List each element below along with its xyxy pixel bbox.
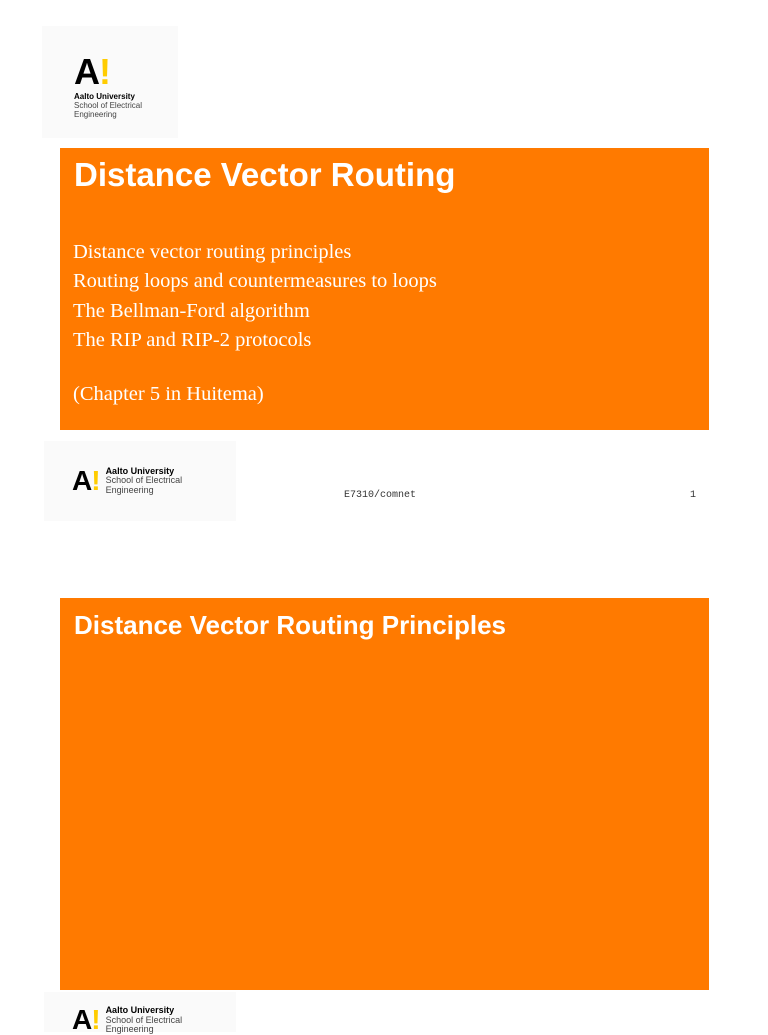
footer-page-number: 1 xyxy=(690,490,697,501)
footer-course-code: E7310/comnet xyxy=(344,490,417,501)
slide-1-topic-list xyxy=(73,238,437,355)
aalto-logo-text xyxy=(74,92,142,119)
aalto-logo-footer xyxy=(44,992,236,1035)
topic-item: Distance vector routing principles xyxy=(73,241,352,263)
slide-2-title: Distance Vector Routing Principles xyxy=(74,610,506,640)
logo-university-name: Aalto University xyxy=(74,92,135,101)
aalto-logo-mark: A! xyxy=(72,465,100,496)
chapter-note: (Chapter 5 in Huitema) xyxy=(73,383,264,405)
aalto-logo-mark: A! xyxy=(74,51,110,92)
aalto-logo-mark: A! xyxy=(72,1004,100,1035)
aalto-logo-footer xyxy=(44,441,236,521)
logo-school-line2: Engineering xyxy=(105,484,154,495)
logo-school-line1: School of Electrical xyxy=(74,101,143,110)
topic-item: The RIP and RIP-2 protocols xyxy=(73,328,312,351)
aalto-logo-text xyxy=(106,467,183,496)
logo-school-line2: Engineering xyxy=(105,1024,154,1034)
topic-item: The Bellman-Ford algorithm xyxy=(73,299,310,322)
slide-1-title: Distance Vector Routing xyxy=(74,156,456,193)
logo-school-line2: Engineering xyxy=(74,110,117,119)
logo-university-name: Aalto University xyxy=(105,465,175,476)
logo-school-line1: School of Electrical xyxy=(105,1014,183,1025)
aalto-logo-text xyxy=(106,1006,183,1035)
logo-university-name: Aalto University xyxy=(105,1005,175,1015)
slide-2 xyxy=(60,598,709,990)
topic-item: Routing loops and countermeasures to loops xyxy=(73,270,437,293)
slide-1 xyxy=(60,148,709,430)
logo-school-line1: School of Electrical xyxy=(105,475,183,486)
aalto-logo-top xyxy=(42,26,178,138)
